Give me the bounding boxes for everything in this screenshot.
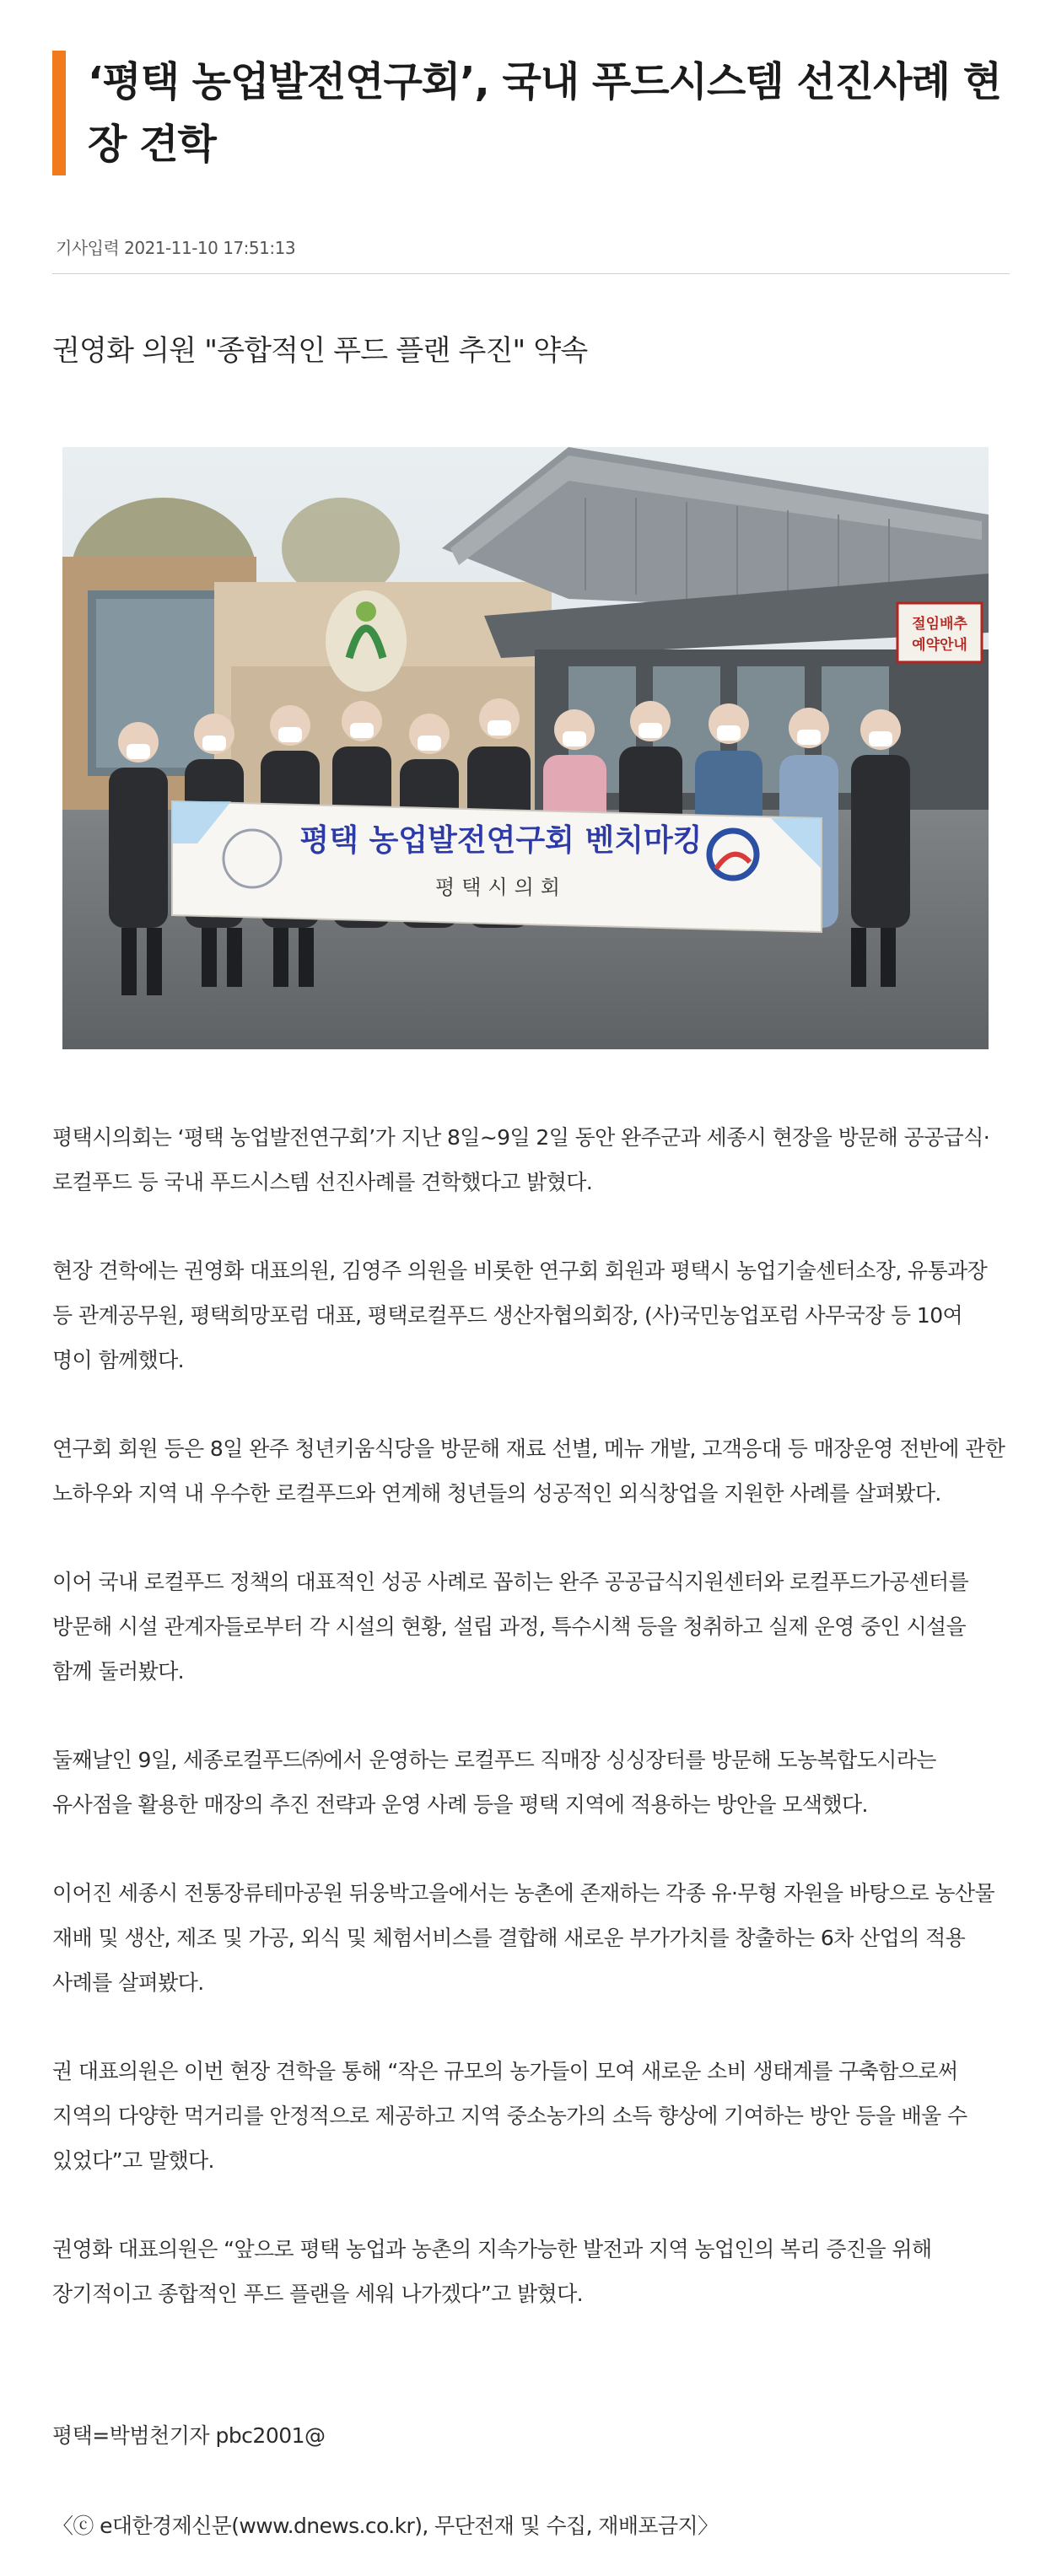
paragraph: 권영화 대표의원은 “앞으로 평택 농업과 농촌의 지속가능한 발전과 지역 농업인의 복리 증진을 위해 장기적이고 종합적인 푸드 플랜을 세워 나가겠다”고 밝혔다. [52,2237,932,2306]
article-dateline: 기사입력 2021-11-10 17:51:13 [56,238,296,258]
paragraph: 권 대표의원은 이번 현장 견학을 통해 “작은 규모의 농가들이 모여 새로운 소비 생태계를 구축함으로써 지역의 다양한 먹거리를 안정적으로 제공하고 지역 중소농가의 소득 향상에 기여하는 방안 등을 배울 수 있었다”고 말했다. [52,2059,967,2173]
paragraph: 평택시의회는 ‘평택 농업발전연구회’가 지난 8일~9일 2일 동안 완주군과 세종시 현장을 방문해 공공급식·로컬푸드 등 국내 푸드시스템 선진사례를 견학했다고 밝혔다. [52,1125,990,1194]
article-body [52,1115,1005,2360]
paragraph: 둘째날인 9일, 세종로컬푸드㈜에서 운영하는 로컬푸드 직매장 싱싱장터를 방문해 도농복합도시라는 유사점을 활용한 매장의 추진 전략과 운영 사례 등을 평택 지역에 적용하는 방안을 모색했다. [52,1748,936,1817]
banner-title: 평택 농업발전연구회 벤치마킹 [299,823,703,858]
paragraph: 현장 견학에는 권영화 대표의원, 김영주 의원을 비롯한 연구회 회원과 평택시 농업기술센터소장, 유통과장 등 관계공무원, 평택희망포럼 대표, 평택로컬푸드 생산자협의회장, (사)국민농업포럼 사무국장 등 10여 명이 함께했다. [52,1258,988,1372]
store-sign-line-1: 절임배추 [912,616,967,633]
article-photo [62,447,989,1049]
paragraph: 이어진 세종시 전통장류테마공원 뒤웅박고을에서는 농촌에 존재하는 각종 유·무형 자원을 바탕으로 농산물 재배 및 생산, 제조 및 가공, 외식 및 체험서비스를 결합해 새로운 부가가치를 창출하는 6차 산업의 적용 사례를 살펴봤다. [52,1881,995,1995]
event-banner [172,801,822,932]
article-headline: ‘평택 농업발전연구회’, 국내 푸드시스템 선진사례 현장 견학 [88,58,1001,168]
paragraph: 연구회 회원 등은 8일 완주 청년키움식당을 방문해 재료 선별, 메뉴 개발, 고객응대 등 매장운영 전반에 관한 노하우와 지역 내 우수한 로컬푸드와 연계해 청년들의 성공적인 외식창업을 지원한 사례를 살펴봤다. [52,1436,1005,1506]
header-divider [52,273,1010,274]
headline-block [52,51,1010,175]
article-byline: 평택=박범천기자 pbc2001@ [52,2423,326,2448]
copyright-notice: 〈ⓒ e대한경제신문(www.dnews.co.kr), 무단전재 및 수집, 재배포금지〉 [52,2514,719,2538]
store-sign-line-2: 예약안내 [912,637,967,654]
article-subheading: 권영화 의원 "종합적인 푸드 플랜 추진" 약속 [52,334,588,368]
paragraph: 이어 국내 로컬푸드 정책의 대표적인 성공 사례로 꼽히는 완주 공공급식지원센터와 로컬푸드가공센터를 방문해 시설 관계자들로부터 각 시설의 현황, 설립 과정, 특수시책 등을 청취하고 실제 운영 중인 시설을 함께 둘러봤다. [52,1570,969,1684]
banner-subtitle: 평택시의회 [435,876,567,899]
